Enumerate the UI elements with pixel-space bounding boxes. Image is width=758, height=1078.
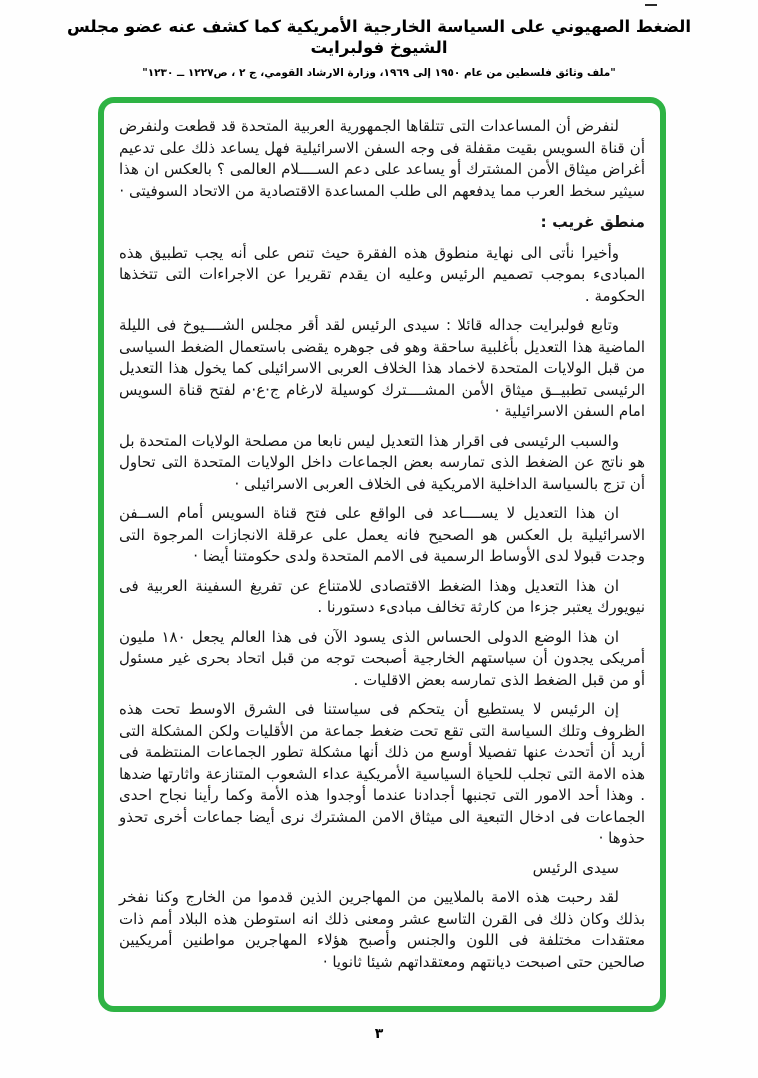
body-paragraph: ان هذا التعديل لا يســــاعد فى الواقع على فتح قناة السويس أمام الســفن الاسرائيلية بل العكس هو الصحيح فانه يعمل على عرقلة الانجازات المرجوة التى وجدت قبولا لدى الأوساط الرسمية فى الامم المتحدة ولدى حكومتنا أيضا · xyxy=(119,504,645,565)
scan-artifact-dash xyxy=(645,4,657,6)
page-footer xyxy=(0,1026,758,1042)
document-source-citation: "ملف وثائق فلسطين من عام ١٩٥٠ إلى ١٩٦٩، وزارة الارشاد القومي، ج ٢ ، ص١٢٢٧ ــ ١٢٣٠" xyxy=(142,66,616,79)
body-paragraph: والسبب الرئيسى فى اقرار هذا التعديل ليس نابعا من مصلحة الولايات المتحدة بل هو ناتج عن الضغط الذى تمارسه بعض الجماعات داخل الولايات المتحدة التى تحاول أن تزج بالسياسة الداخلية الامريكية فى الخلاف العربى الاسرائيلى · xyxy=(119,431,645,493)
document-body xyxy=(119,116,645,973)
body-paragraph: ان هذا الوضع الدولى الحساس الذى يسود الآن فى هذا العالم يجعل ١٨٠ مليون أمريكى يجدون أن سياستهم الخارجية أصبحت توجه من قبل اتحاد بحرى غير مسئول أو من قبل الضغط الذى تمارسه بعض الاقليات . xyxy=(119,627,645,689)
address-line-mr-president: سيدى الرئيس xyxy=(532,858,619,877)
body-paragraph: وأخيرا نأتى الى نهاية منطوق هذه الفقرة حيث تنص على أنه يجب تطبيق هذه المبادىء بموجب تصميم الرئيس وعليه ان يقدم تقريرا عن الاجراءات التى تتخذها الحكومة . xyxy=(119,243,645,305)
body-paragraph: ان هذا التعديل وهذا الضغط الاقتصادى للامتناع عن تفريغ السفينة العربية فى نيويورك يعتبر جزءا من كارثة تخالف مبادىء دستورنا . xyxy=(119,576,645,616)
green-border-frame xyxy=(98,97,666,1012)
document-title: الضغط الصهيوني على السياسة الخارجية الأمريكية كما كشف عنه عضو مجلس الشيوخ فولبرايت xyxy=(67,17,691,58)
page-header xyxy=(0,16,758,79)
body-paragraph: وتابع فولبرايت جداله قائلا : سيدى الرئيس لقد أقر مجلس الشــــيوخ فى الليلة الماضية هذا التعديل بأغلبية ساحقة وهو فى جوهره يقضى باستعمال الضغط السياسى من قبل الولايات المتحدة لاخماد هذا الخلاف العربى الاسرائيلى كما يخول هذا التعديل الرئيسى تطبيــق ميثاق الأمن المشــــترك كوسيلة لارغام ج·ع·م لفتح قناة السويس امام السفن الاسرائيلية · xyxy=(119,316,645,420)
page-number: ٣ xyxy=(374,1026,384,1042)
body-paragraph: لقد رحبت هذه الامة بالملايين من المهاجرين الذين قدموا من الخارج وكنا نفخر بذلك وكان ذلك فى القرن التاسع عشر ومعنى ذلك انه استوطن هذه البلاد أمم ذات معتقدات مختلفة فى اللون والجنس وأصبح هؤلاء المهاجرين مواطنين أمريكيين صالحين حتى اصبحت ديانتهم ومعتقداتهم شيئا ثانويا · xyxy=(119,888,645,971)
section-heading-strange-logic: منطق غريب : xyxy=(540,213,645,231)
body-paragraph: إن الرئيس لا يستطيع أن يتحكم فى سياستنا فى الشرق الاوسط تحت هذه الظروف وتلك السياسة التى تقع تحت ضغط جماعة من الأقليات ولكن المشكلة التى أريد أن أتحدث عنها تفصيلا أوسع من ذلك أنها مشكلة تطور الجماعات المنتظمة فى هذه الامة التى تجلب للحياة السياسية الأمريكية عداء الشعوب المتنازعة واثارتها ضدها . وهذا أحد الامور التى تجنبها أجدادنا عندما أوجدوا هذه الأمة وكما رأينا نجاح احدى الجماعات فى ادخال التبعية الى ميثاق الامن المشترك نرى أيضا جماعات أخرى تحذو حذوها · xyxy=(119,700,645,847)
body-paragraph: لنفرض أن المساعدات التى تتلقاها الجمهورية العربية المتحدة قد قطعت ولنفرض أن قناة السويس بقيت مقفلة فى وجه السفن الاسرائيلية فهل يساعد ذلك على تدعيم أغراض ميثاق الأمن المشترك أو يساعد على دعم الســــلام العالمى ؟ بالعكس ان هذا سيثير سخط العرب مما يدفعهم الى طلب المساعدة الاقتصادية من الاتحاد السوفيتى · xyxy=(119,117,645,200)
